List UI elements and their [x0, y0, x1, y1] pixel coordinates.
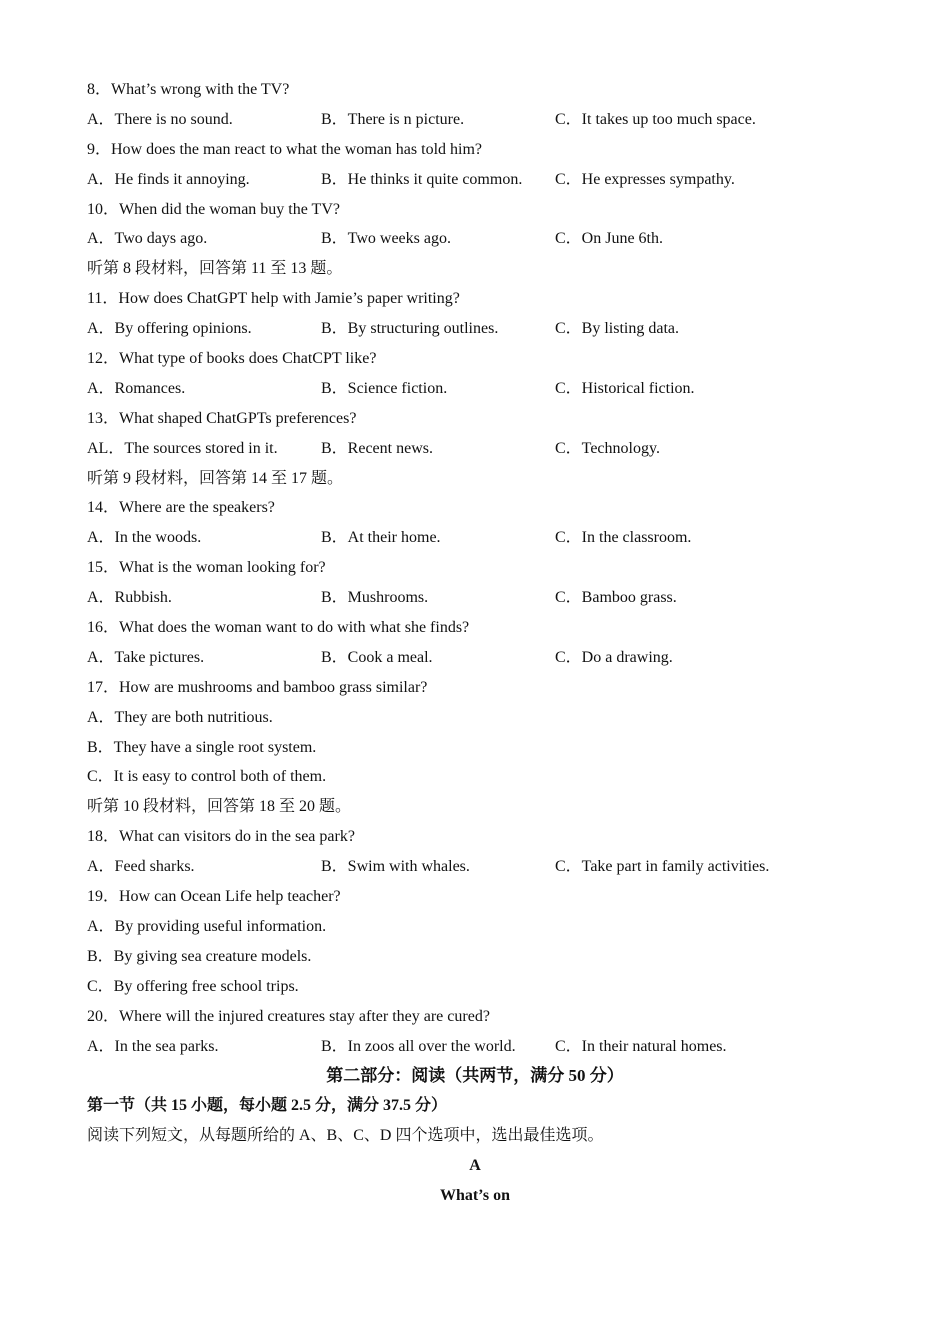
option-c: C．It takes up too much space. — [555, 110, 756, 128]
option-b: B．They have a single root system. — [87, 738, 317, 756]
question-17: 17．How are mushrooms and bamboo grass similar? — [87, 678, 428, 696]
question-10 — [87, 195, 867, 225]
option-c: C．On June 6th. — [555, 230, 664, 248]
option-a: A．By providing useful information. — [87, 917, 327, 935]
question-18: 18．What can visitors do in the sea park? — [87, 828, 355, 846]
reading-instruction: 阅读下列短文，从每题所给的 A、B、C、D 四个选项中，选出最佳选项。 — [87, 1127, 604, 1145]
question-19: 19．How can Ocean Life help teacher? — [87, 888, 341, 906]
option-a: A．In the sea parks. — [87, 1037, 219, 1055]
exam-content — [87, 75, 867, 1211]
option-c: C．It is easy to control both of them. — [87, 768, 327, 786]
question-text: 9．How does the man react to what the woman has told him? — [87, 140, 483, 158]
option-a: A．Feed sharks. — [87, 858, 195, 876]
option-a: A．There is no sound. — [87, 110, 233, 128]
option-b: B．By structuring outlines. — [321, 320, 499, 338]
question-text: 14．Where are the speakers? — [87, 499, 275, 517]
option-b: B．Science fiction. — [321, 379, 448, 397]
question-15 — [87, 553, 867, 583]
passage-letter: A — [469, 1157, 481, 1175]
options-18 — [87, 852, 867, 882]
option-a: A．In the woods. — [87, 529, 202, 547]
question-text: 16．What does the woman want to do with what she finds? — [87, 619, 470, 637]
option-a: A．Rubbish. — [87, 589, 172, 607]
option-b: B．Two weeks ago. — [321, 230, 451, 248]
option-c: C．In their natural homes. — [555, 1037, 727, 1055]
option-c: C．By listing data. — [555, 320, 680, 338]
question-13 — [87, 404, 867, 434]
question-9 — [87, 135, 867, 165]
option-a: A．Two days ago. — [87, 230, 208, 248]
option-b: B．Swim with whales. — [321, 858, 470, 876]
option-a: A．Take pictures. — [87, 648, 205, 666]
option-b: B．Mushrooms. — [321, 589, 429, 607]
question-text: 10．When did the woman buy the TV? — [87, 200, 340, 218]
option-b: B．He thinks it quite common. — [321, 170, 523, 188]
option-b: B．There is n picture. — [321, 110, 465, 128]
option-b: B．Recent news. — [321, 439, 433, 457]
question-text: 13．What shaped ChatGPTs preferences? — [87, 409, 357, 427]
part-2-title: 第二部分：阅读（共两节，满分 50 分） — [326, 1066, 624, 1086]
options-10 — [87, 224, 867, 254]
option-b: B．In zoos all over the world. — [321, 1037, 516, 1055]
question-text: 15．What is the woman looking for? — [87, 559, 326, 577]
question-text: 11．How does ChatGPT help with Jamie’s paper writing? — [87, 290, 460, 308]
section-1-title: 第一节（共 15 小题，每小题 2.5 分，满分 37.5 分） — [87, 1097, 448, 1115]
option-a: A．He finds it annoying. — [87, 170, 250, 188]
option-c: C．Do a drawing. — [555, 648, 673, 666]
options-11 — [87, 314, 867, 344]
question-text: 12．What type of books does ChatCPT like? — [87, 350, 377, 368]
options-8 — [87, 105, 867, 135]
question-8 — [87, 75, 867, 105]
question-11 — [87, 284, 867, 314]
question-text: 8．What’s wrong with the TV? — [87, 81, 290, 98]
options-13 — [87, 434, 867, 464]
option-a: A．They are both nutritious. — [87, 708, 273, 726]
section-9-instruction: 听第 9 段材料，回答第 14 至 17 题。 — [87, 469, 344, 487]
question-16 — [87, 613, 867, 643]
option-c: C．Historical fiction. — [555, 379, 695, 397]
question-12 — [87, 344, 867, 374]
section-10-instruction: 听第 10 段材料，回答第 18 至 20 题。 — [87, 798, 352, 816]
options-20 — [87, 1032, 867, 1062]
option-a: AL．The sources stored in it. — [87, 439, 278, 457]
option-c: C．In the classroom. — [555, 529, 692, 547]
option-c: C．By offering free school trips. — [87, 977, 299, 995]
option-a: A．Romances. — [87, 379, 186, 397]
option-a: A．By offering opinions. — [87, 320, 252, 338]
option-b: B．Cook a meal. — [321, 648, 433, 666]
options-14 — [87, 523, 867, 553]
option-c: C．Take part in family activities. — [555, 858, 770, 876]
option-b: B．By giving sea creature models. — [87, 947, 312, 965]
option-c: C．He expresses sympathy. — [555, 170, 735, 188]
question-14 — [87, 493, 867, 523]
section-8-instruction: 听第 8 段材料，回答第 11 至 13 题。 — [87, 260, 343, 278]
question-20: 20．Where will the injured creatures stay after they are cured? — [87, 1007, 490, 1025]
option-b: B．At their home. — [321, 529, 441, 547]
option-c: C．Bamboo grass. — [555, 589, 677, 607]
options-16 — [87, 643, 867, 673]
passage-title: What’s on — [439, 1186, 511, 1204]
option-c: C．Technology. — [555, 439, 660, 457]
options-15 — [87, 583, 867, 613]
options-9 — [87, 165, 867, 195]
options-12 — [87, 374, 867, 404]
